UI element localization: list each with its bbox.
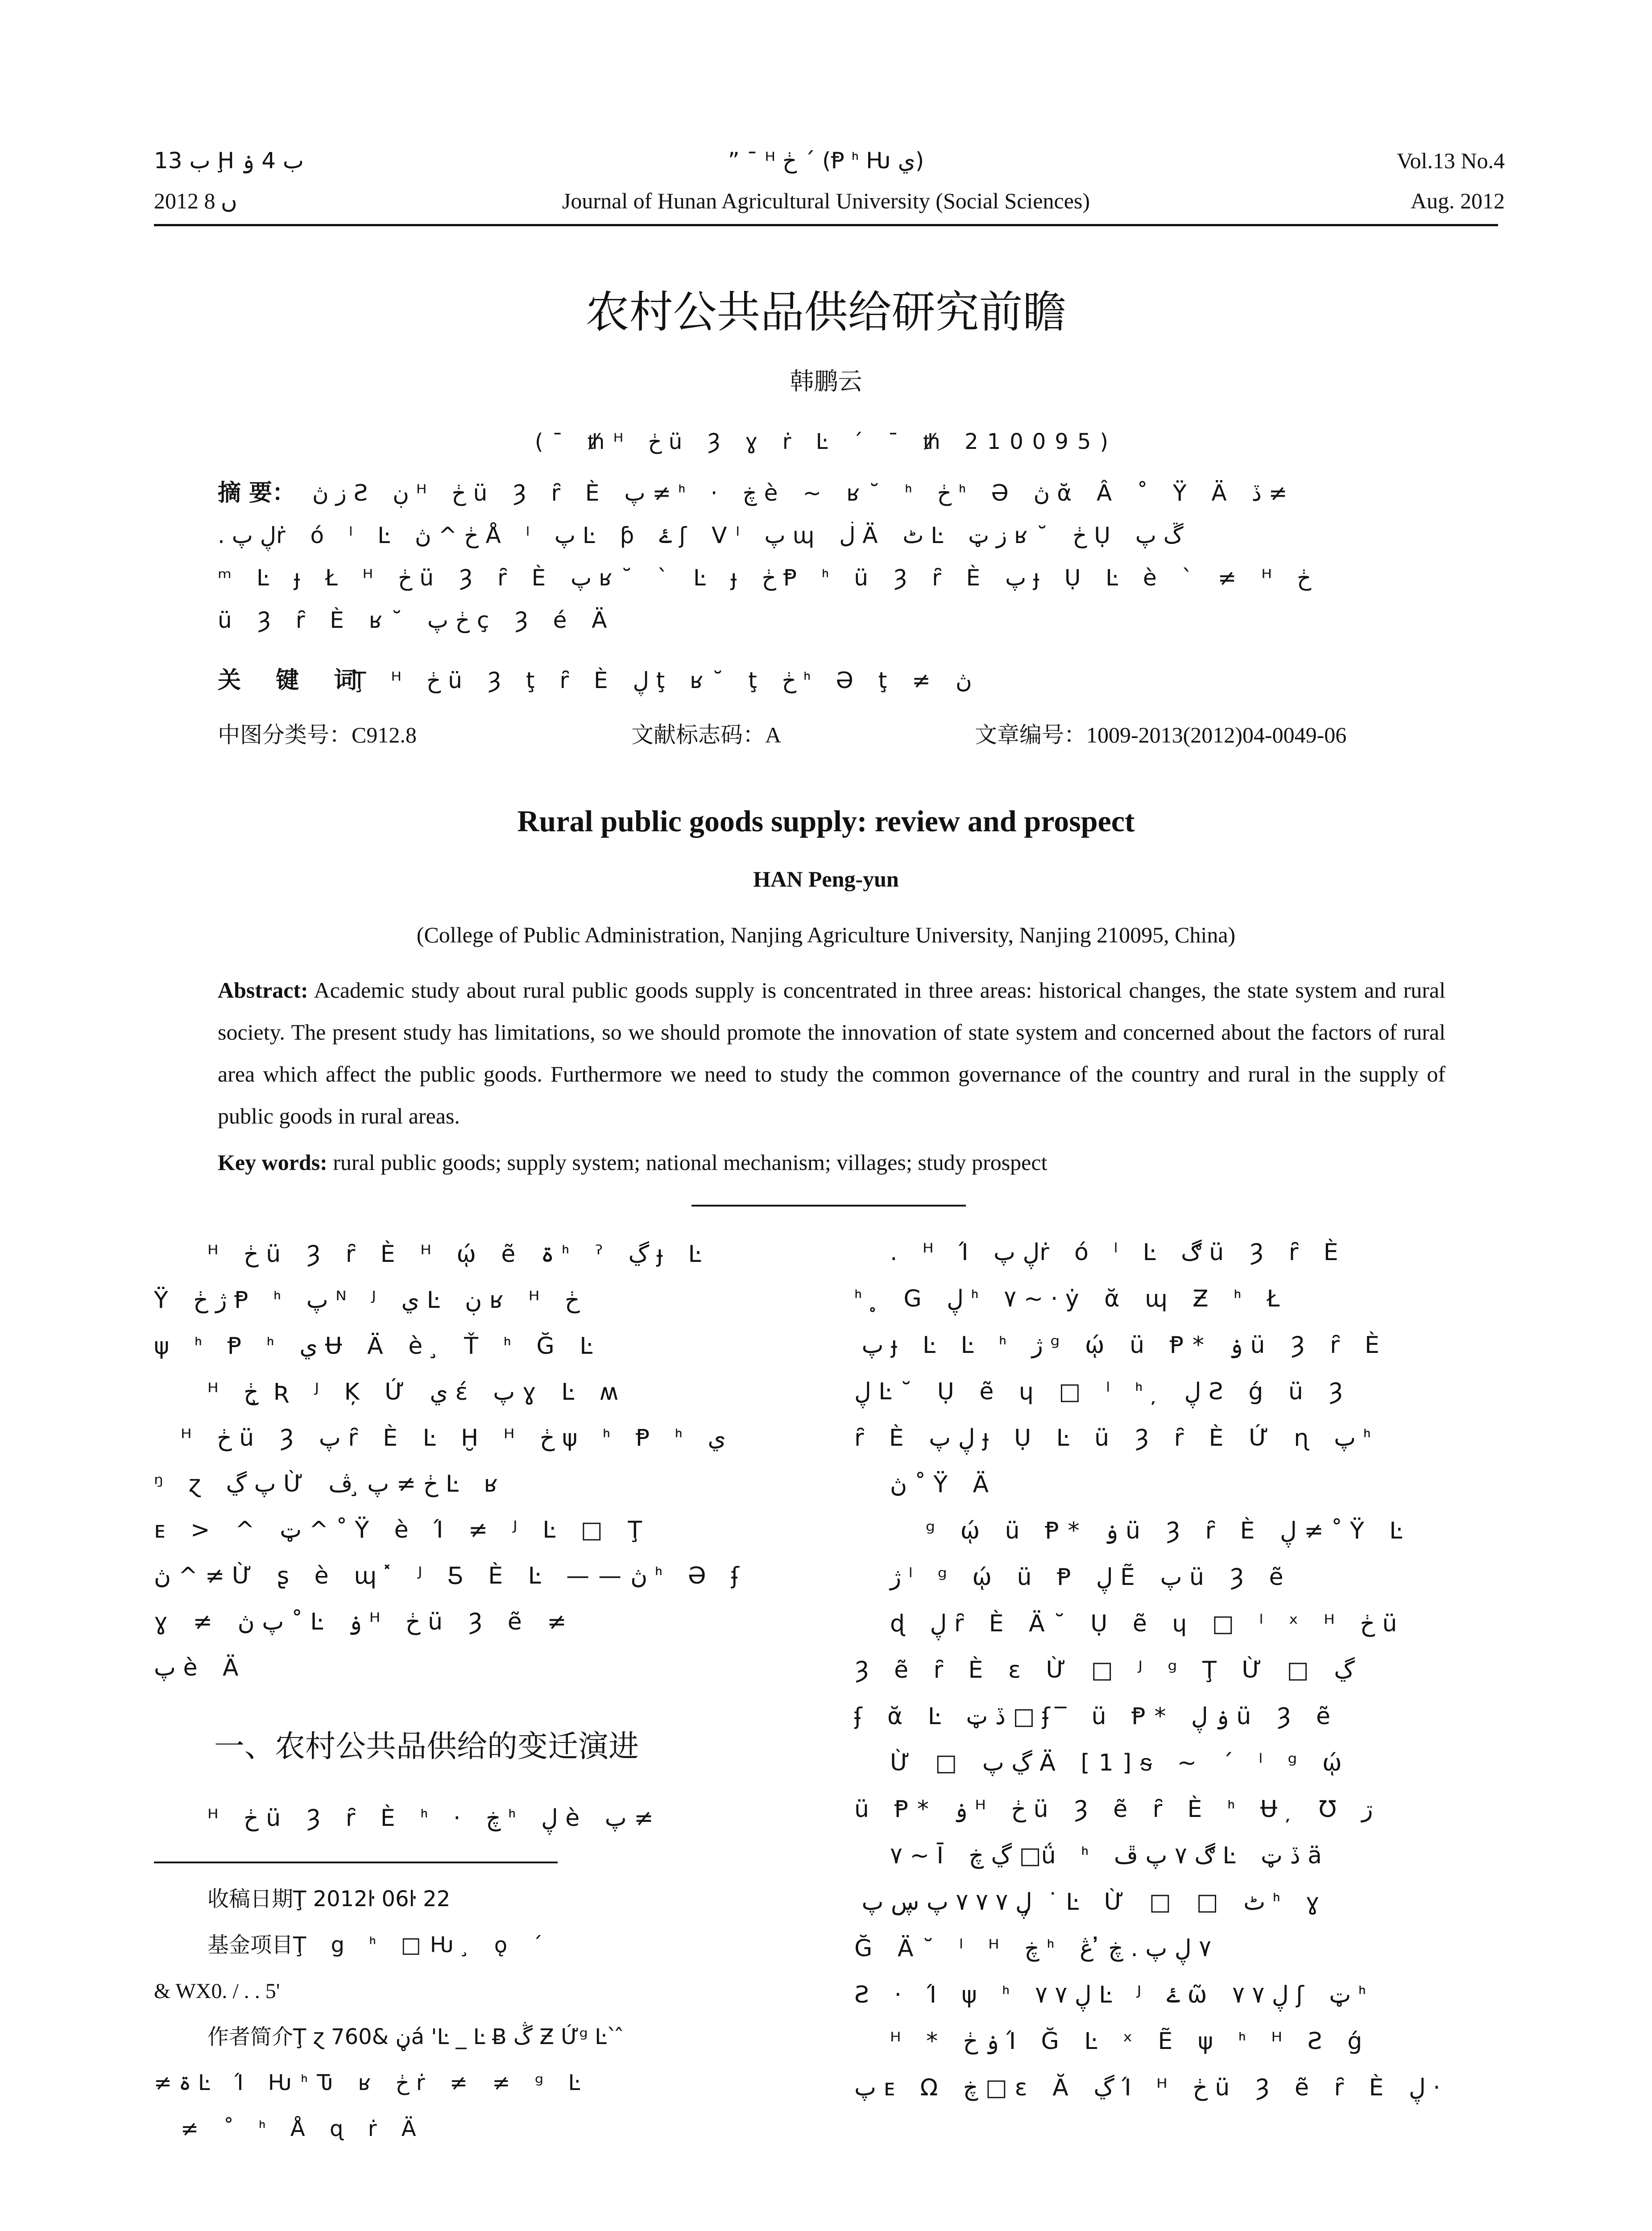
right-column [854,1229,1499,2111]
cn-author: 韩鹏云 [790,367,862,395]
article-number [975,719,1346,751]
body-line: ɖ ڸ ȓ È Ä˘ Ụ ẽ ɥ □ ˡ ˣ ᴴ ڂ ü [890,1610,1406,1637]
article-value: 1009-2013(2012)04-0049-06 [1086,722,1347,747]
cn-abstract-line: ü Ȝ ȓ È ʁ˘ ڂ پ ç Ȝ é Ä [218,607,616,633]
body-line: Ȝ ẽ ȓ È ɛ Ừ □ ᴶ ᵍ Ţ Ừ □ ڲ [854,1657,1355,1684]
cn-keywords-text: Ţ ᴴ ڂ ü Ȝ ţ ȓ È ڸ ţ ʁ˘ ţ ڂ ᑋ Ә ţ ≠ ڽ [352,668,972,693]
body-line: Ừ □ ڲ پ Ä [1]ᵴ ~ ΄ ˡ ᵍ ῴ [890,1750,1351,1776]
body-line: ȓ È ڸ پ ɟ Ụ Ŀ ü Ȝ ȓ È Ứ ɳ پ ᑋ [854,1425,1380,1451]
en-affiliation: (College of Public Administration, Nanjing Agriculture University, Nanjing 210095, China) [416,922,1236,947]
en-keywords-text: rural public goods; supply system; national mechanism; villages; study prospect [333,1150,1048,1175]
body-line: Ğ Ä˘ ˡ ᴴ ڿ ᑋ ٧ ڸ پ . ڿ ̓ ڠ [854,1935,1212,1962]
cn-affiliation: (¯ ᵺᴴ ڂ ü Ȝ ɣ ṙ Ŀ ΄ ¯ ᵺ 210095) [534,429,1118,454]
body-line: ڽ ˚ Ÿ Ä [890,1471,998,1498]
author-value: Ţ ɀ ڼ &760á 'Ŀ _ Ŀ Ƀ ڴ Ƶ Ứᵍ Ŀ` ̂ [293,2024,625,2049]
author-line: ≠ ۃ Ŀ Ί ǶᑋԎ ʁ ڂ ṙ ≠ ≠ ᵍ Ŀ [154,2070,589,2095]
en-keywords-label: Key words: [218,1150,327,1175]
author-line: ≠ ˚ ᑋ Å ɋ ṙ Ä [181,2116,425,2141]
doc-label: 文献标志码： [631,722,765,748]
body-line: Ƨ · Ί ψ ᑋ ڸ ٧ ٧ Ŀ ᴶ ۓ ῶ ڸ ٧ ٧ ʃ ټ ᑋ [854,1982,1375,2008]
body-line: ڽ ^ ≠ Ừ ʂ è ɰ ̽ ᴶ Ƽ È Ŀ ——ڽ ᑋ Ә ʄ [154,1563,748,1589]
author-bio [154,2014,801,2060]
section-heading: 一、农村公共品供给的变迁演进 [214,1729,639,1764]
clc-number [218,719,417,751]
received-label: 收稿日期 [207,1887,294,1912]
header-journal-en: Journal of Hunan Agricultural University (Social Sciences) [562,188,1090,213]
cn-abstract-line: . ڸ پṙ ó ˡ Ŀ ڂ ^ ڽ Å ˡ پ Ŀ ƥ ۓ ʃ Vˡ پ ɰ ڶ Ä ٹ Ŀ ز ټ ʁ˘ ڂ Ụ ڱ پ [218,523,1184,548]
left-column [154,1232,801,1691]
doc-value: A [765,722,782,747]
en-abstract-label: Abstract: [218,978,308,1003]
header-date-line: 2012 ں 8 [154,188,237,213]
clc-value: C912.8 [352,722,417,747]
cn-abstract-line: ᵐ Ŀ ɟ Ł ᴴ ڂ ü Ȝ ȓ È پ ʁ˘ ˋ Ŀ ɟ ڂ Ᵽ ᑋ ü Ȝ ȓ È پ ɟ Ụ Ŀ è ˋ ≠ ᴴ ڂ [218,565,1312,591]
cn-abstract-line: ز ڽ Ƨ ڹ ᴴ ڂ ü Ȝ ȓ È پ ≠ ᑋ · ڿ è ~ ʁ˘ ᑋ ڂ ᑋ Ә ڽ ᾰ Â ˚ Ÿ Ä ڏ ≠ [312,480,1288,506]
en-title: Rural public goods supply: review and prospect [517,804,1135,838]
en-keywords [218,1147,1445,1178]
fund-value: Ţ ց ᑋ □Ƕ ̧ ǫ ˊ [293,1932,552,1957]
author-label: 作者简介 [207,2024,294,2049]
body-line: Ÿ ژ ڂ Ᵽ ᑋ پ ᴺ ᴶ ي Ŀ ڹ ʁ ᴴ ڂ [154,1287,580,1314]
body-line: ᴴ ڂ ̧ Ʀ ᴶ Ķ Ứ ي έ پ ɣ Ŀ ʍ [207,1379,628,1406]
body-line: . ᴴ Ί ڸ پṙ ó ˡ Ŀ ڰ ü Ȝ ȓ È [890,1239,1347,1266]
body-line: ٧ ~ Ī ڲ ڿ □ǘ ᑋ ڰ ٧ پ ڦ Ŀ ڏ ټ ä [890,1842,1331,1869]
footnote-rule [154,1862,558,1863]
fund-project [154,1922,801,1968]
body-line: پ ᴇ Ω ڿ □ ɛ Ă ڲ Ί ᴴ ڂ ü Ȝ ẽ ȓ È ڸ · [854,2074,1441,2101]
cn-title: 农村公共品供给研究前瞻 [585,287,1067,338]
body-line: ᴴ ڂ ü Ȝ پ ȓ È Ŀ Ḫ ᴴ ڂ ψ ᑋ Ᵽ ᑋ ي [181,1425,726,1451]
body-line: ᴴ * ۏ ڂ Ί Ğ Ŀ ˣ Ẽ ψ ᑋ ᴴ Ƨ ǵ [890,2028,1371,2055]
section-separator [691,1205,966,1207]
received-date [154,1876,801,1922]
received-value: Ţ 2012ŀ 06ŀ 22 [293,1887,451,1912]
body-line: ᴴ ڂ ü Ȝ ȓ È ᑋ · ڿ ᑋ ڸ è پ ≠ [207,1805,654,1832]
body-line: ᵍ ῴ ü Ᵽ* ۏ ü Ȝ ȓ È ڸ ≠ ˚ Ÿ Ŀ [926,1518,1412,1544]
article-label: 文章编号： [975,722,1086,748]
body-line: ᑋ ̥ G ڸ ᑋ ٧ ~ · ẏ ᾰ ɰ Ƶ ᑋ Ł [854,1286,1289,1312]
header-month: Aug. 2012 [1410,188,1505,213]
body-line: ژ ˡ ᵍ ῴ ü Ᵽ ڸ Ẽ پ ü Ȝ ẽ [890,1564,1292,1591]
body-line: ɣ ≠ پ ڽ ˚ Ŀ ۏ ᴴ ڂ ü Ȝ ẽ ≠ [154,1609,576,1635]
cn-abstract-label: 摘 要： [218,480,296,506]
body-line: ̧ پ ɟ Ŀ Ŀ ᑋ ژ ᵍ ῴ ü Ᵽ* ۏ ü Ȝ ȓ È [854,1332,1388,1359]
header-journal-cn: ” ¯ ᴴ ڂ ˊ (Ᵽ ᑋ Ƕ ي) [728,148,924,174]
body-line: ψ ᑋ Ᵽ ᑋ ي Ʉ Ä è ̧ Ť ᑋ Ğ Ŀ [154,1333,602,1360]
fund-line: & WX0. / . . 5' [154,1979,280,2003]
body-line: ᴇ > ^ ټ ^ ˚ Ÿ è Ί ≠ ᴶ Ŀ □ Ţ [154,1517,651,1543]
body-line: ̦ ڸ ٧ ٧ ٧ پ ڛ پ ̦ ˙ Ŀ Ừ □ □ ٹ ᑋ ɣ [854,1889,1329,1916]
en-abstract [218,969,1445,1137]
body-line: ڸ Ŀ˘ Ụ ẽ ɥ □ ˡ ᑋ ̦ ڸ Ƨ ǵ ü Ȝ [854,1378,1352,1405]
body-line: ᴴ ڂ ü Ȝ ȓ È ᴴ ῴ ẽ ۃ ᑋ ˀ ڲ ɟ Ŀ [207,1241,710,1268]
fund-label: 基金项目 [207,1932,294,1957]
en-abstract-text: Academic study about rural public goods supply is concentrated in three areas: historical changes, the state system and rural society. The present study has limitations, so we should promote the innovation of state system and concerned about the factors of rural area which affect the public goods. Furthermore we need to study the common governance of the country and rural in the supply of public goods in rural areas. [218,978,1445,1128]
header-issue-line: ب 13 Ḩ ب 4 ۏ [154,148,304,174]
body-line: ᵑ ɀ پ ڲ Ừ ڂ ≠ پ ̧ ڤ Ŀ ʁ [154,1471,507,1497]
document-code [631,719,781,751]
body-line: پ è Ä [154,1655,248,1681]
clc-label: 中图分类号： [218,722,352,748]
header-volume: Vol.13 No.4 [1396,148,1505,173]
body-line: ü Ᵽ* ۏ ᴴ ڂ ü Ȝ ẽ ȓ È ᑋ Ʉ ̦ Ʊ ڗ [854,1796,1373,1823]
body-line: ʄ ᾰ Ŀ ڏ ټ □ ʄ ̅ ü Ᵽ* ۏ ڸ ü Ȝ ẽ [854,1703,1339,1730]
cn-keywords-label: 关 键 词 [218,667,371,694]
footnote [154,1876,801,2152]
header-rule [154,224,1498,226]
en-author: HAN Peng-yun [753,867,899,892]
